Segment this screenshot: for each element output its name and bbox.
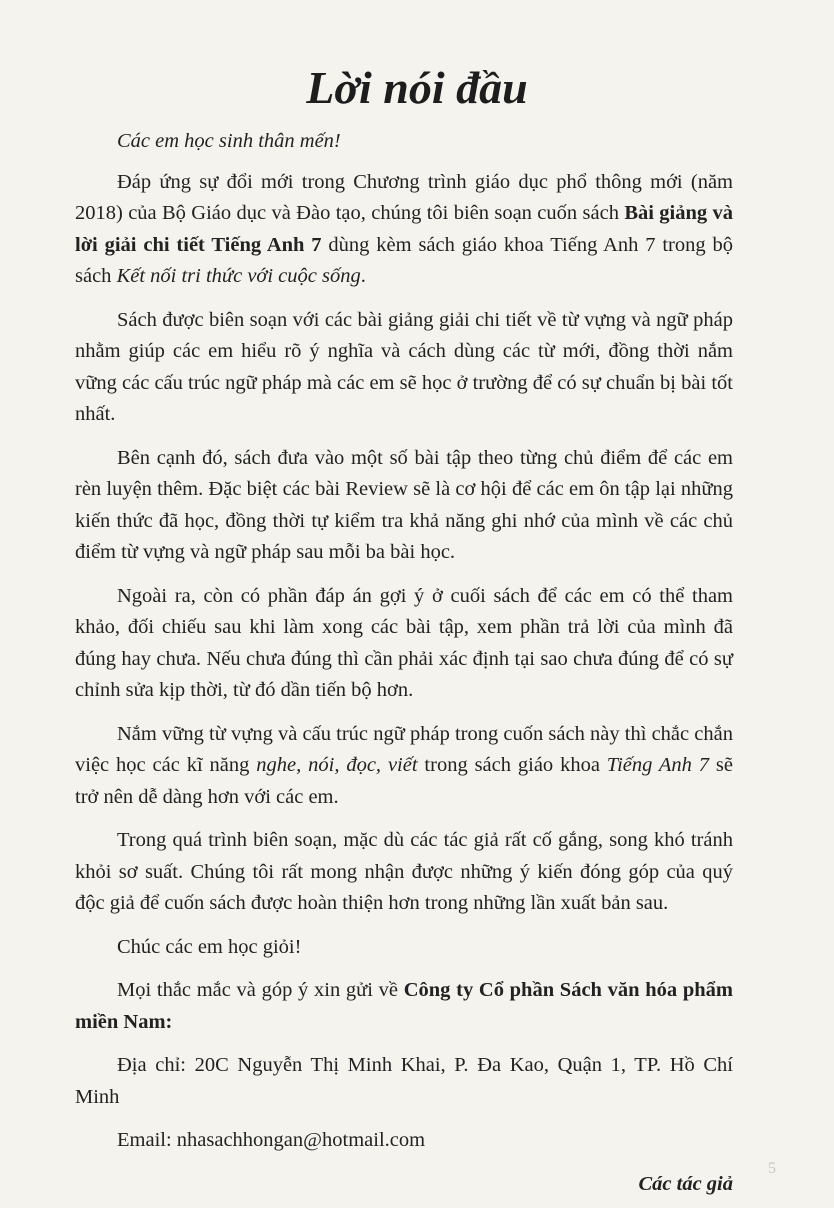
- salutation: Các em học sinh thân mến!: [117, 130, 341, 152]
- body-text: [75, 126, 733, 1200]
- paragraph-4: Ngoài ra, còn có phần đáp án gợi ý ở cuối sách để các em có thể tham khảo, đối chiếu sau khi làm xong các bài tập, xem phần trả lời của mình đã đúng hay chưa. Nếu chưa đúng thì cần phải xác định tại sao chưa đúng để có sự chỉnh sửa kịp thời, từ đó dần tiến bộ hơn.: [75, 584, 733, 701]
- paragraph-3: Bên cạnh đó, sách đưa vào một số bài tập theo từng chủ điểm để các em rèn luyện thêm. Đặc biệt các bài Review sẽ là cơ hội để các em ôn tập lại những kiến thức đã học, đồng thời tự kiểm tra khả năng ghi nhớ của mình về các chủ điểm từ vựng và ngữ pháp sau mỗi ba bài học.: [75, 446, 733, 563]
- paragraph-2: Sách được biên soạn với các bài giảng giải chi tiết về từ vựng và ngữ pháp nhằm giúp các em hiểu rõ ý nghĩa và cách dùng các từ mới, đồng thời nắm vững các cấu trúc ngữ pháp mà các em sẽ học ở trường để có sự chuẩn bị bài tốt nhất.: [75, 308, 733, 425]
- paragraph-1: Đáp ứng sự đổi mới trong Chương trình giáo dục phổ thông mới (năm 2018) của Bộ Giáo dục và Đào tạo, chúng tôi biên soạn cuốn sách Bài giảng và lời giải chi tiết Tiếng Anh 7 dùng kèm sách giáo khoa Tiếng Anh 7 trong bộ sách Kết nối tri thức với cuộc sống.: [75, 170, 734, 287]
- paragraph-5: Nắm vững từ vựng và cấu trúc ngữ pháp trong cuốn sách này thì chắc chắn việc học các kĩ năng nghe, nói, đọc, viết trong sách giáo khoa Tiếng Anh 7 sẽ trở nên dễ dàng hơn với các em.: [75, 722, 734, 808]
- page-title: Lời nói đầu: [306, 62, 528, 113]
- paragraph-7: Chúc các em học giỏi!: [117, 935, 302, 958]
- address: Địa chỉ: 20C Nguyễn Thị Minh Khai, P. Đa Kao, Quận 1, TP. Hồ Chí Minh: [75, 1054, 733, 1108]
- textbook-title: Tiếng Anh 7: [606, 754, 710, 776]
- skills-text: nghe, nói, đọc, viết: [256, 754, 418, 776]
- signature: Các tác giả: [638, 1172, 733, 1195]
- series-title: Kết nối tri thức với cuộc sống: [116, 265, 361, 287]
- page-number: 5: [768, 1160, 776, 1177]
- email: Email: nhasachhongan@hotmail.com: [117, 1129, 426, 1151]
- paragraph-8: Mọi thắc mắc và góp ý xin gửi về Công ty Cổ phần Sách văn hóa phẩm miền Nam:: [75, 979, 733, 1033]
- paragraph-6: Trong quá trình biên soạn, mặc dù các tác giả rất cố gắng, song khó tránh khỏi sơ suất. Chúng tôi rất mong nhận được những ý kiến đóng góp của quý độc giả để cuốn sách được hoàn thiện hơn trong những lần xuất bản sau.: [75, 829, 733, 914]
- book-title: Bài giảng và lời giải chi tiết Tiếng Anh 7: [75, 202, 734, 256]
- company-name: Công ty Cổ phần Sách văn hóa phẩm miền Nam: [75, 979, 733, 1033]
